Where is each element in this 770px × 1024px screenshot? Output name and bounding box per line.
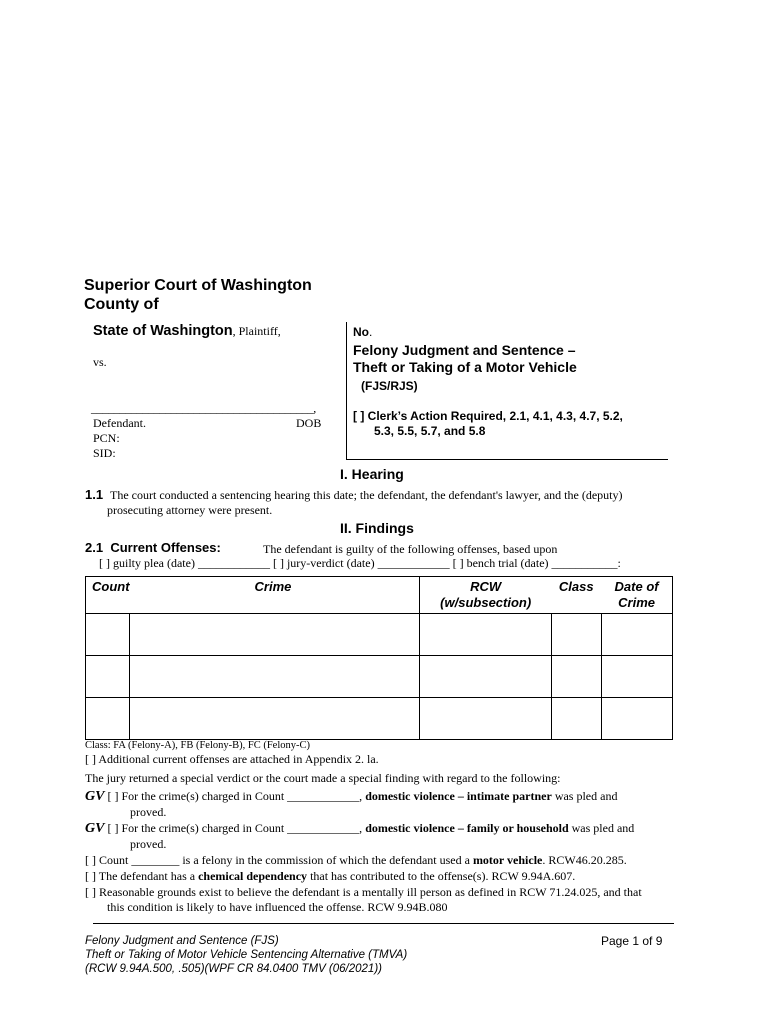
chemical-dependency-line [85,869,575,884]
offenses-heading [85,540,221,555]
mv-text-a: [ ] Count ________ is a felony in the commission of which the defendant used a [85,853,473,867]
date-cell[interactable] [601,614,672,656]
sid-label: SID: [93,446,116,460]
gv-family-line [85,821,634,836]
crime-cell[interactable] [130,656,420,698]
gv2-text-c: was pled and [568,821,635,835]
header-rcw [420,577,552,614]
rcw-cell[interactable] [420,614,552,656]
plaintiff-line [93,323,281,339]
court-header [84,276,312,314]
class-cell[interactable] [551,698,601,740]
appendix-checkbox-line: [ ] Additional current offenses are attached in Appendix 2. la. [85,752,379,766]
gv2-text-a: [ ] For the crime(s) charged in Count ____________, [104,821,366,835]
gv2-proved: proved. [130,837,167,851]
gv1-text-c: was pled and [551,789,618,803]
offenses-number: 2.1 [85,540,104,555]
gv-tag: GV [85,789,105,804]
date-cell[interactable] [601,698,672,740]
gv-tag: GV [85,821,105,836]
document-code: (FJS/RJS) [361,379,418,393]
state-name: State of Washington [93,323,233,339]
header-date-line2: Crime [618,595,655,610]
date-cell[interactable] [601,656,672,698]
defendant-label: Defendant. [93,416,146,430]
offenses-table [85,576,673,740]
count-cell[interactable] [86,698,130,740]
plaintiff-label: , Plaintiff, [232,324,281,338]
plea-line: [ ] guilty plea (date) ____________ [ ] jury-verdict (date) ____________ [ ] bench trial (date) ___________: [99,556,621,570]
rcw-cell[interactable] [420,698,552,740]
caption-divider [346,322,347,460]
gv-intimate-line [85,789,617,804]
count-cell[interactable] [86,614,130,656]
vs-label: vs. [93,355,107,369]
crime-cell[interactable] [130,698,420,740]
clerk-action-line-2: 5.3, 5.5, 5.7, and 5.8 [374,424,486,438]
table-row [86,614,673,656]
case-number-label [353,325,372,339]
case-no-dot: . [369,325,373,339]
caption-bottom-rule [346,459,668,460]
header-count: Count [86,577,130,614]
clerk-action-line-1: [ ] Clerk’s Action Required, 2.1, 4.1, 4.3, 4.7, 5.2, [353,409,623,423]
hearing-text-2: prosecuting attorney were present. [107,503,273,517]
header-class: Class [551,577,601,614]
table-row [86,656,673,698]
county-label: County of [84,296,159,313]
mv-text-bold: motor vehicle [472,853,543,867]
class-legend: Class: FA (Felony-A), FB (Felony-B), FC (Felony-C) [85,740,310,751]
mental-illness-line-2: this condition is likely to have influenced the offense. RCW 9.94B.080 [107,900,448,914]
hearing-number: 1.1 [85,487,104,502]
pcn-label: PCN: [93,431,120,445]
rcw-cell[interactable] [420,656,552,698]
hearing-text-1: The court conducted a sentencing hearing this date; the defendant, the defendant's lawyer, and the (deputy) [110,488,623,502]
gv1-text-a: [ ] For the crime(s) charged in Count ____________, [104,789,366,803]
header-date-line1: Date of [614,579,659,594]
section-hearing-title: I. Hearing [340,466,404,482]
section-findings-title: II. Findings [340,520,414,536]
header-rcw-line1: RCW [470,579,502,594]
class-cell[interactable] [551,614,601,656]
mental-illness-line-1: [ ] Reasonable grounds exist to believe the defendant is a mentally ill person as defined in RCW 71.24.025, and that [85,885,642,899]
footer-line-3: (RCW 9.94A.500, .505)(WPF CR 84.0400 TMV (06/2021)) [85,963,382,975]
title-line-2: Theft or Taking of a Motor Vehicle [353,359,577,375]
table-row [86,698,673,740]
footer-line-2: Theft or Taking of Motor Vehicle Sentencing Alternative (TMVA) [85,949,408,961]
gv2-text-bold: domestic violence – family or household [365,821,569,835]
class-cell[interactable] [551,656,601,698]
cd-text-c: that has contributed to the offense(s). RCW 9.94A.607. [307,869,576,883]
page-number: Page 1 of 9 [601,934,663,948]
header-crime: Crime [130,577,420,614]
cd-text-bold: chemical dependency [198,869,308,883]
document-title [353,342,577,376]
offenses-title: Current Offenses: [110,540,221,555]
header-rcw-line2: (w/subsection) [440,595,532,610]
gv1-proved: proved. [130,805,167,819]
footer-form-title [85,934,407,976]
crime-cell[interactable] [130,614,420,656]
defendant-signature-line: _______________________________________, [91,401,317,415]
court-name: Superior Court of Washington [84,277,312,294]
special-verdict-text: The jury returned a special verdict or the court made a special finding with regard to the following: [85,771,561,785]
title-line-1: Felony Judgment and Sentence – [353,342,576,358]
case-no-text: No [353,325,369,339]
dob-label: DOB [296,416,322,430]
count-cell[interactable] [86,656,130,698]
cd-text-a: [ ] The defendant has a [85,869,199,883]
offenses-text: The defendant is guilty of the following offenses, based upon [263,542,558,556]
gv1-text-bold: domestic violence – intimate partner [365,789,552,803]
mv-text-c: . RCW46.20.285. [542,853,627,867]
table-header-row [86,577,673,614]
header-date [601,577,672,614]
footer-line-1: Felony Judgment and Sentence (FJS) [85,935,279,947]
motor-vehicle-line [85,853,627,868]
footer-rule [93,923,674,924]
